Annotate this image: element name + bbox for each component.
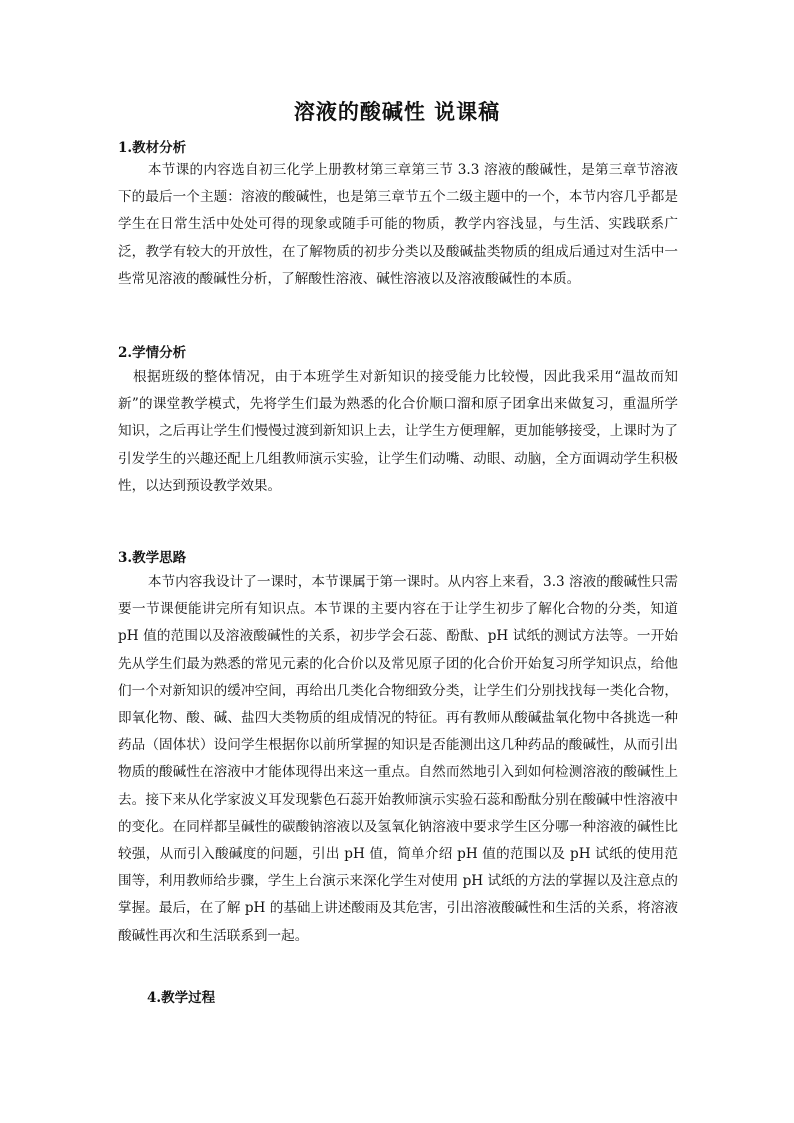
section-heading-3: 3.教学思路 (118, 550, 187, 566)
section-heading-2: 2.学情分析 (118, 345, 187, 361)
document-title: 溶液的酸碱性 说课稿 (293, 99, 501, 124)
section-body-3: 本节内容我设计了一课时，本节课属于第一课时。从内容上来看，3.3 溶液的酸碱性只需要一节课便能讲完所有知识点。本节课的主要内容在于让学生初步了解化合物的分类，知道 pH 值的范围以及溶液酸碱性的关系，初步学会石蕊、酚酞、pH 试纸的测试方法等。一开始先从学生们最为熟悉的常见元素的化合价以及常见原子团的化合价开始复习所学知识点，给他们一个对新知识的缓冲空间，再给出几类化合物细致分类，让学生们分别找找每一类化合物，即氧化物、酸、碱、盐四大类物质的组成情况的特征。再有教师从酸碱盐氧化物中各挑选一种药品（固体状）设问学生根据你以前所掌握的知识是否能测出这几种药品的酸碱性，从而引出物质的酸碱性在溶液中才能体现得出来这一重点。自然而然地引入到如何检测溶液的酸碱性上去。接下来从化学家波义耳发现紫色石蕊开始教师演示实验石蕊和酚酞分别在酸碱中性溶液中的变化。在同样都呈碱性的碳酸钠溶液以及氢氧化钠溶液中要求学生区分哪一种溶液的碱性比较强，从而引入酸碱度的问题，引出 pH 值，简单介绍 pH 值的范围以及 pH 试纸的使用范围等，利用教师给步骤，学生上台演示来深化学生对使用 pH 试纸的方法的掌握以及注意点的掌握。最后，在了解 pH 的基础上讲述酸雨及其危害，引出溶液酸碱性和生活的关系，将溶液酸碱性再次和生活联系到一起。 (118, 574, 678, 944)
section-body-2: 根据班级的整体情况，由于本班学生对新知识的接受能力比较慢，因此我采用“温故而知新”的课堂教学模式，先将学生们最为熟悉的化合价顺口溜和原子团拿出来做复习，重温所学知识，之后再让学生们慢慢过渡到新知识上去，让学生方便理解，更加能够接受，上课时为了引发学生的兴趣还配上几组教师演示实验，让学生们动嘴、动眼、动脑，全方面调动学生积极性，以达到预设教学效果。 (118, 369, 678, 494)
section-heading-1: 1.教材分析 (118, 140, 187, 156)
section-heading-4: 4.教学过程 (147, 990, 216, 1006)
section-body-1: 本节课的内容选自初三化学上册教材第三章第三节 3.3 溶液的酸碱性，是第三章节溶液下的最后一个主题：溶液的酸碱性，也是第三章节五个二级主题中的一个，本节内容几乎都是学生在日常生活中处处可得的现象或随手可能的物质，教学内容浅显，与生活、实践联系广泛，教学有较大的开放性，在了解物质的初步分类以及酸碱盐类物质的组成后通过对生活中一些常见溶液的酸碱性分析，了解酸性溶液、碱性溶液以及溶液酸碱性的本质。 (118, 162, 678, 287)
